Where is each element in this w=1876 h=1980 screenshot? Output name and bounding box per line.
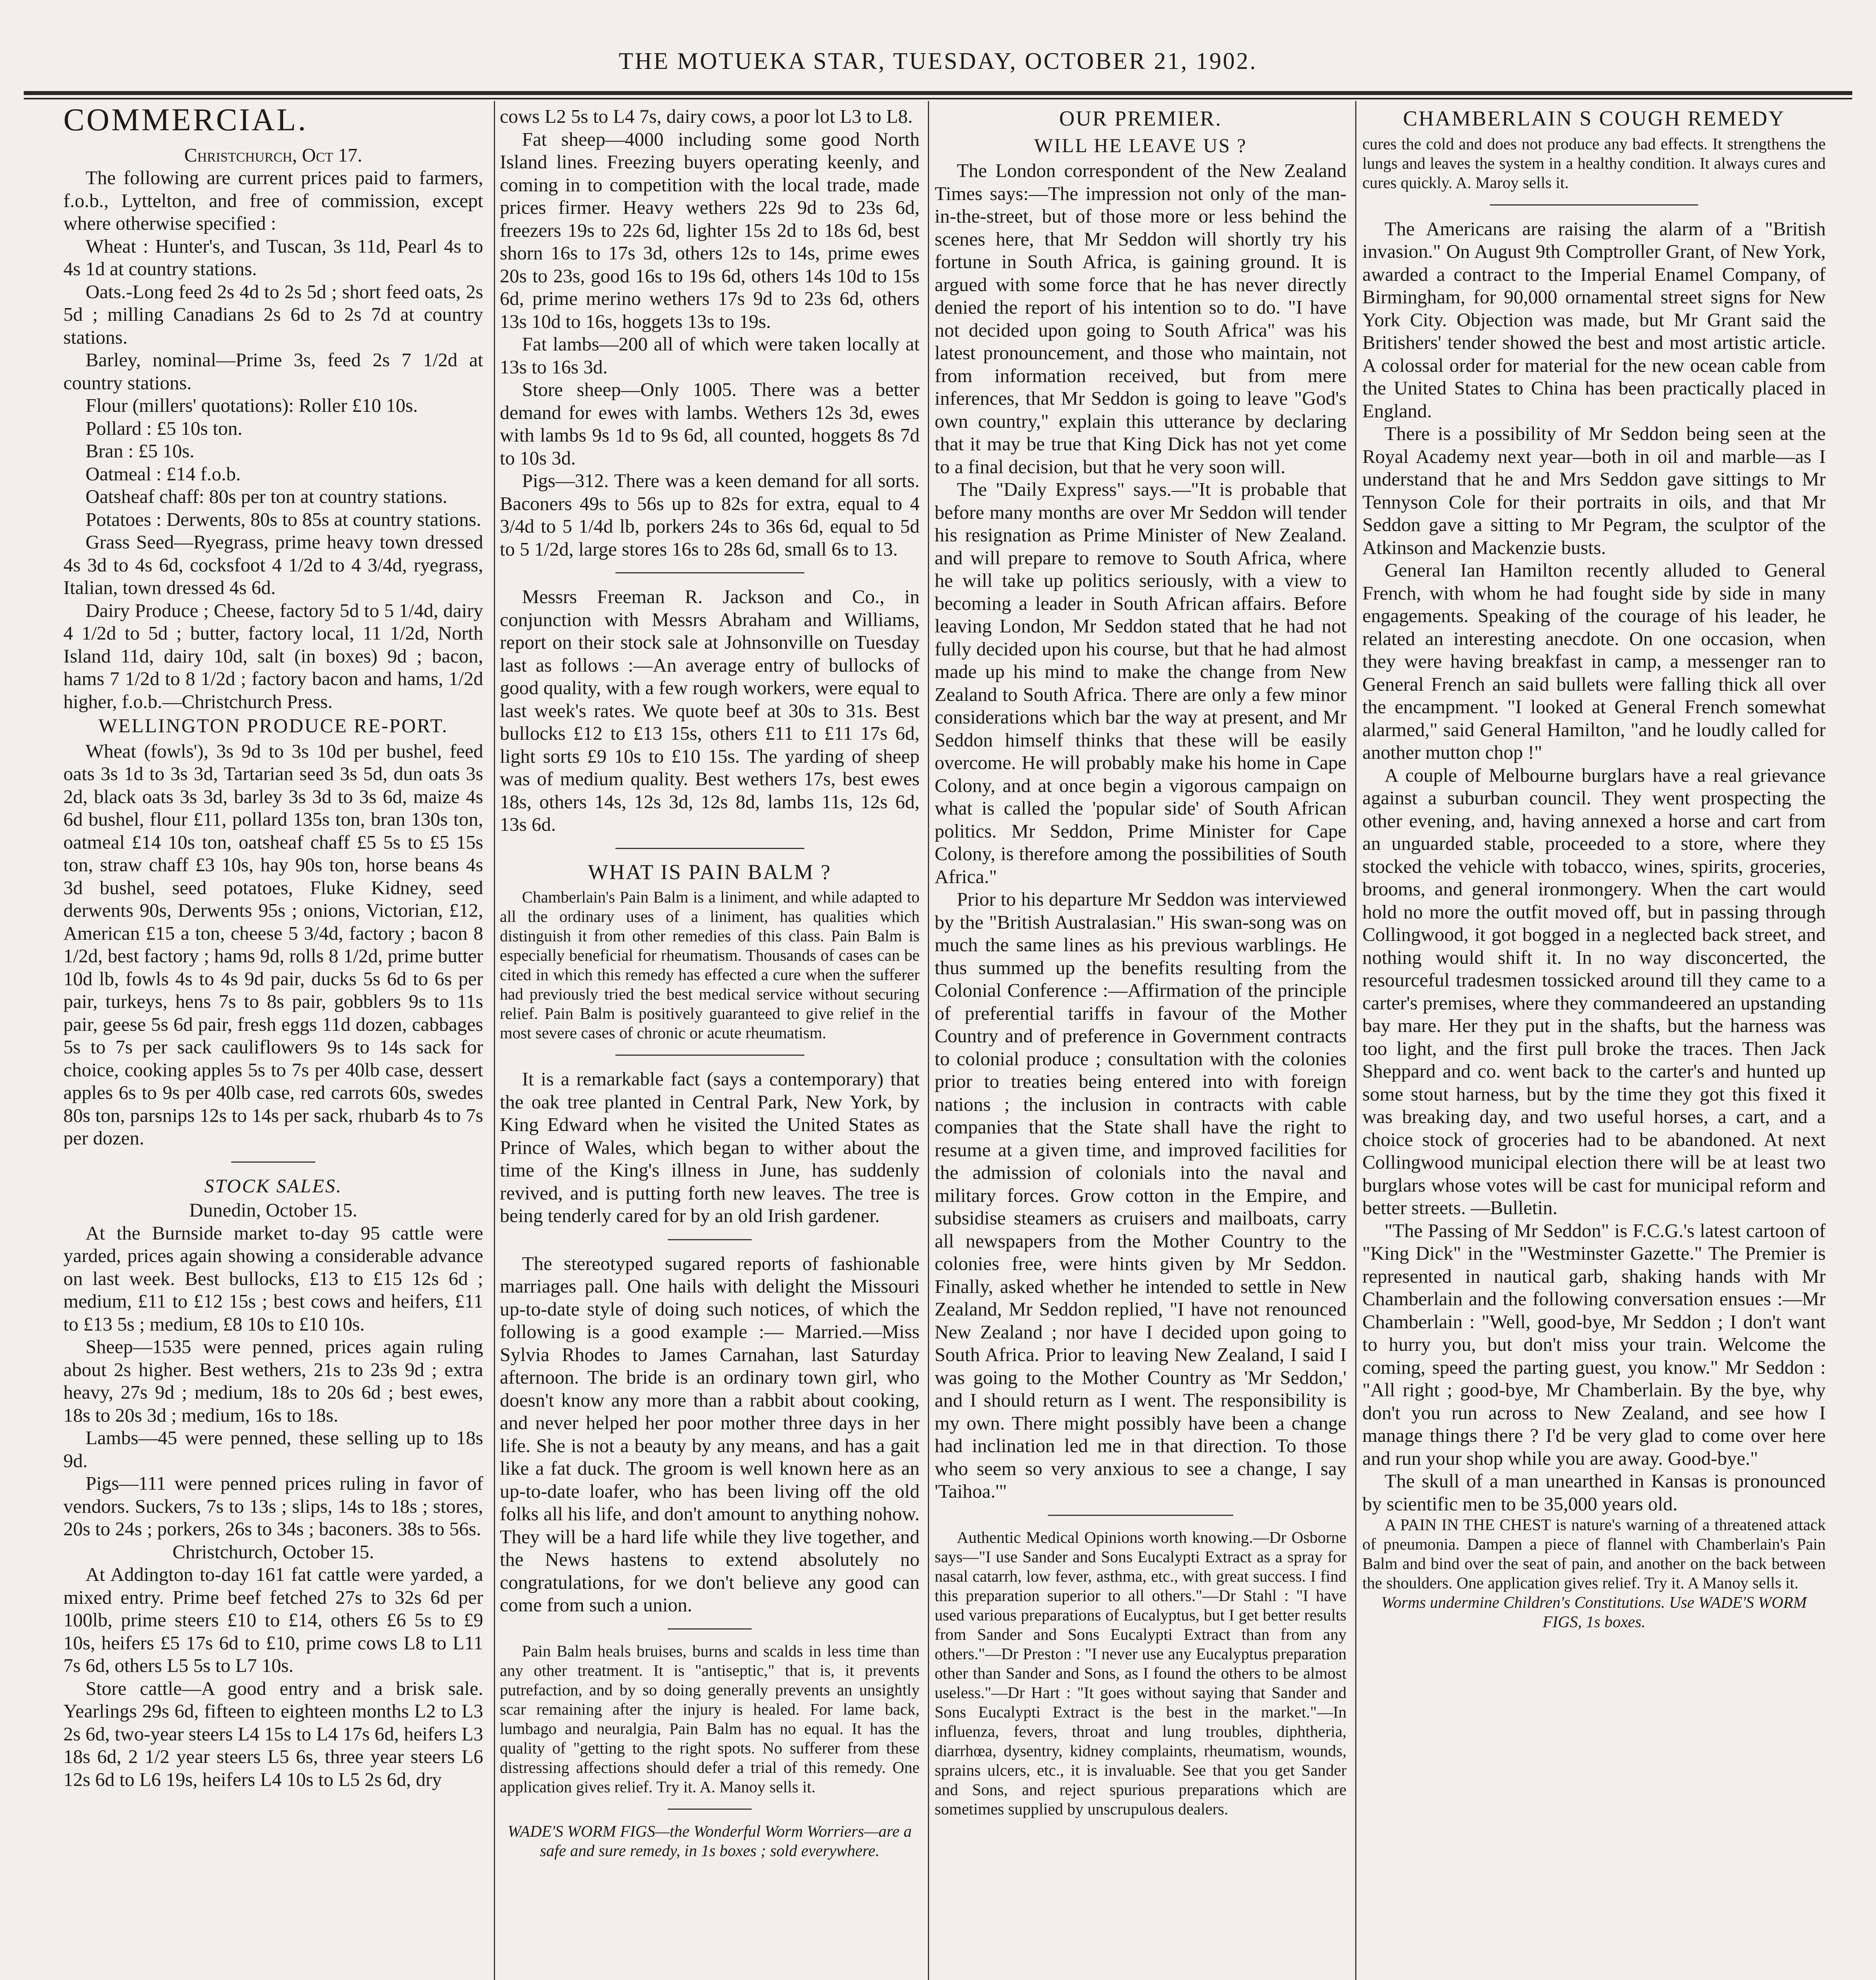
stock-sales-heading: STOCK SALES. [204, 1175, 343, 1197]
stock-paragraph: Fat lambs—200 all of which were taken locally at 13s to 16s 3d. [500, 333, 920, 378]
price-item: Pollard : £5 10s ton. [86, 417, 243, 439]
dunedin-dateline: Dunedin, October 15. [189, 1199, 358, 1221]
stock-paragraph: Pigs—312. There was a keen demand for all sorts. Baconers 49s to 56s up to 82s for extra, equal to 4 3/4d to 5 1/4d lb, porkers 24s to 36s 6d, equal to 5d to 5 1/2d, large stores 16s to 28s 6d, small 6s to 13. [500, 470, 920, 560]
premier-subhead: WILL HE LEAVE US ? [1034, 134, 1247, 156]
news-paragraph: General Ian Hamilton recently alluded to General French, with whom he had fought side by side in many engagements. Speaking of the courage of his leader, he related an interesting anecdote. On one occasion, when they were having breakfast in camp, a messenger ran to General French an said bullets were falling thick all over the encampment. "I looked at General French somewhat alarmed," said General Hamilton, "and he loudly called for another mutton chop !" [1362, 559, 1826, 763]
news-paragraph: The Americans are raising the alarm of a "British invasion." On August 9th Comptroller Grant, of New York, awarded a contract to the Imperial Enamel Company, of Birmingham, for 90,000 ornamental street signs for New York City. Objection was made, but Mr Grant said the Britishers' tender showed the best and most artistic article. A colossal order for material for the new ocean cable from the United States to China has been practically placed in England. [1362, 217, 1826, 422]
divider [615, 572, 804, 573]
stock-paragraph: cows L2 5s to L4 7s, dairy cows, a poor lot L3 to L8. [500, 105, 913, 127]
price-item: Grass Seed—Ryegrass, prime heavy town dressed 4s 3d to 4s 6d, cocksfoot 4 1/2d to 4 3/4d, ryegrass, Italian, town dressed 4s 6d. [63, 531, 483, 598]
divider [668, 1239, 752, 1240]
column-2 [500, 105, 920, 1980]
pain-balm-heading: WHAT IS PAIN BALM ? [588, 860, 832, 884]
divider [1048, 1515, 1233, 1516]
christchurch-dateline: Christchurch, October 15. [172, 1540, 374, 1563]
pain-balm-ad-2: Pain Balm heals bruises, burns and scalds in less time than any other treatment. It is "antiseptic," that is, it prevents putrefaction, and by so doing generally prevents an unsightly scar remaining after the injury is healed. For lame back, lumbago and neuralgia, Pain Balm has no equal. It has the quality of "getting to the right spots. No sufferer from these distressing affections should defer a trial of this remedy. One application gives relief. Try it. A. Manoy sells it. [500, 1641, 920, 1796]
divider [615, 848, 804, 849]
pain-balm-ad: Chamberlain's Pain Balm is a liniment, and while adapted to all the ordinary uses of a liniment, has qualities which distinguish it from other remedies of this class. Pain Balm is especially beneficial for rheumatism. Thousands of cases can be cited in which this remedy has effected a cure when the sufferer had previously tried the best medical service without securing relief. Pain Balm is positively guaranteed to give relief in the most severe cases of chronic or acute rheumatism. [500, 888, 920, 1042]
worm-figs-ad: Worms undermine Children's Constitutions. Use WADE'S WORM FIGS, 1s boxes. [1381, 1593, 1807, 1631]
stock-paragraph: Pigs—111 were penned prices ruling in favor of vendors. Suckers, 7s to 13s ; slips, 14s to 18s ; stores, 20s to 24s ; porkers, 26s to 34s ; baconers. 38s to 56s. [63, 1472, 483, 1540]
price-item: Potatoes : Derwents, 80s to 85s at country stations. [86, 508, 481, 530]
column-divider [494, 101, 495, 1980]
eucalypti-ad: Authentic Medical Opinions worth knowing.—Dr Osborne says—"I use Sander and Sons Eucalypti Extract as a spray for nasal catarrh, low fever, asthma, etc., with great success. I find this preparation superior to all others."—Dr Stahl : "I have used various preparations of Eucalyptus, but I get better results from Sander and Sons Eucalypti Extract than from any others."—Dr Preston : "I never use any Eucalyptus preparation other than Sander and Sons, as I found the others to be almost useless."—Dr Hart : "It goes without saying that Sander and Sons Eucalypti Extract is the best in the market."—In influenza, fevers, throat and lung troubles, diphtheria, diarrhœa, dysentry, kidney complaints, rheumatism, wounds, sprains ulcers, etc., it is invaluable. See that you get Sander and Sons, and reject spurious preparations which are sometimes supplied by unscrupulous dealers. [935, 1528, 1347, 1818]
oak-tree-article: It is a remarkable fact (says a contemporary) that the oak tree planted in Central Park, New York, by King Edward when he visited the United States as Prince of Wales, which began to wither about the time of the King's illness in June, has suddenly revived, and is putting forth new leaves. The tree is being tenderly cared for by an old Irish gardener. [500, 1068, 920, 1226]
news-paragraph: There is a possibility of Mr Seddon being seen at the Royal Academy next year—both in oil and marble—as I understand that he and Mrs Seddon gave sittings to Mr Tennyson Cole for their portraits in oils, and that Mr Seddon gave a sitting to Mr Pegram, the sculptor of the Atkinson and Mackenzie busts. [1362, 423, 1826, 558]
johnsonville-report: Messrs Freeman R. Jackson and Co., in conjunction with Messrs Abraham and Williams, report on their stock sale at Johnsonville on Tuesday last as follows :—An average entry of bullocks of good quality, with a few rough workers, were equal to last week's rates. We quote beef at 30s to 31s. Best bullocks £12 to £13 15s, others £11 to £11 17s 6d, light sorts £9 10s to £10 15s. The yarding of sheep was of medium quality. Best wethers 17s, best ewes 18s, others 14s, 12s 3d, 12s 8d, lambs 11s, 12s 6d, 13s 6d. [500, 586, 920, 835]
column-3 [935, 105, 1347, 1980]
stock-paragraph: At Addington to-day 161 fat cattle were yarded, a mixed entry. Prime beef fetched 27s to 32s 6d per 100lb, prime steers £10 to £14, others £6 5s to £9 10s, heifers £5 17s 6d to £10, prime cows L8 to L11 7s 6d, others L5 5s to L7 10s. [63, 1563, 483, 1676]
news-paragraph: A couple of Melbourne burglars have a real grievance against a suburban council. They went prospecting the other evening, and, having annexed a horse and cart from an unguarded stable, proceeded to a store, where they stocked the vehicle with tobacco, wines, spirits, groceries, brooms, and general ironmongery. When the cart would hold no more the outfit moved off, but in passing through Collingwood, it got bogged in a neglected back street, and nothing would shift it. In no way disconcerted, the resourceful tradesmen tossicked around till they came to a carter's premises, where they commandeered an upstanding bay mare. Her they put in the shafts, but the harness was too light, and the first pull broke the traces. Then Jack Sheppard and co. went back to the carter's and hunted up some stout harness, but by the time they got this fixed it was breaking day, and two useful horses, a cart, and a choice stock of groceries had to be abandoned. At next Collingwood municipal election there will be at least two burglars whose votes will be cast for municipal reform and better streets. —Bulletin. [1362, 764, 1826, 1218]
stock-paragraph: Sheep—1535 were penned, prices again ruling about 2s higher. Best wethers, 21s to 23s 9d ; extra heavy, 27s 9d ; medium, 18s to 20s 6d ; best ewes, 18s to 20s 3d ; medium, 16s to 18s. [63, 1336, 483, 1426]
premier-paragraph: Prior to his departure Mr Seddon was interviewed by the "British Australasian." His swan-song was on much the same lines as his previous warblings. He thus summed up the benefits resulting from the Colonial Conference :—Affirmation of the principle of preferential tariffs in favour of the Mother Country and of preference in Government contracts to colonial produce ; consultation with the colonies prior to treaties being entered into with foreign nations ; the inclusion in contracts with cable companies that the State shall have the right to resume at a given time, and improved facilities for the admission of colonials into the naval and military forces. Grow cotton in the Empire, and subsidise steamers as cruisers and mailboats, carry all newspapers from the Mother Country to the colonies free, were hints given by Mr Seddon. Finally, asked whether he intended to settle in New Zealand, Mr Seddon replied, "I have not renounced New Zealand ; nor have I decided upon going to South Africa. Prior to leaving New Zealand, I said I was going to the Mother Country as 'Mr Seddon,' and I should return as I went. The responsibility is my own. There might possibly have been a change had inclination led me in that direction. To those who seem so very anxious to see a change, I say 'Taihoa.'" [935, 888, 1347, 1502]
price-item: Wheat : Hunter's, and Tuscan, 3s 11d, Pearl 4s to 4s 1d at country stations. [63, 235, 483, 280]
intro-text: The following are current prices paid to farmers, f.o.b., Lyttelton, and free of commission, except where otherwise specified : [63, 167, 483, 234]
price-item: Dairy Produce ; Cheese, factory 5d to 5 1/4d, dairy 4 1/2d to 5d ; butter, factory local, 11 1/2d, North Island 11d, dairy 10d, salt (in boxes) 9d ; bacon, hams 7 1/2d to 8 1/2d ; factory bacon and hams, 1/2d higher, f.o.b.—Christchurch Press. [63, 599, 483, 712]
wellington-body: Wheat (fowls'), 3s 9d to 3s 10d per bushel, feed oats 3s 1d to 3s 3d, Tartarian seed 3s 5d, dun oats 3s 2d, black oats 3s 3d, barley 3s 3d to 3s 6d, maize 4s 6d bushel, flour £11, pollard 135s ton, bran 130s ton, oatmeal £14 10s ton, oatsheaf chaff £5 5s to £5 15s ton, straw chaff £3 10s, hay 90s ton, horse beans 4s 3d bushel, seed potatoes, Fluke Kidney, seed derwents 90s, Derwents 95s ; onions, Victorian, £12, American £15 a ton, cheese 5 3/4d, factory ; bacon 8 1/2d, best factory ; hams 9d, rolls 8 1/2d, prime butter 10d lb, fowls 4s to 4s 9d pair, ducks 5s 6d to 6s per pair, turkeys, hens 7s to 8s pair, gobblers 9s to 11s pair, geese 5s 6d pair, fresh eggs 11d dozen, cabbages 5s to 7s per sack cauliflowers 9s to 14s sack for choice, cooking apples 5s to 7s per 40lb case, dessert apples 6s to 9s per 40lb case, red carrots 60s, swedes 80s ton, parsnips 12s to 14s per sack, rhubarb 4s to 7s per dozen. [63, 740, 483, 1149]
column-divider [928, 101, 929, 1980]
news-paragraph: The skull of a man unearthed in Kansas is pronounced by scientific men to be 35,000 years old. [1362, 1470, 1826, 1515]
dateline: Christchurch, Oct 17. [184, 144, 362, 166]
divider [668, 1809, 752, 1810]
chest-pain-ad: A PAIN IN THE CHEST is nature's warning of a threatened attack of pneumonia. Dampen a piece of flannel with Chamberlain's Pain Balm and bind over the seat of pain, and another on the back between the shoulders. One application gives relief. Try it. A Manoy sells it. [1362, 1515, 1826, 1592]
stock-paragraph: Store sheep—Only 1005. There was a better demand for ewes with lambs. Wethers 12s 3d, ewes with lambs 9s 1d to 9s 6d, all counted, hoggets 8s 7d to 10s 3d. [500, 379, 920, 469]
price-item: Oatmeal : £14 f.o.b. [86, 463, 241, 485]
divider [231, 1161, 315, 1163]
price-item: Flour (millers' quotations): Roller £10 10s. [86, 394, 418, 416]
premier-paragraph: The "Daily Express" says.—"It is probable that before many months are over Mr Seddon will tender his resignation as Prime Minister of New Zealand. and will prepare to remove to South Africa, where he will take up politics seriously, with a view to becoming a leader in South African affairs. Before leaving London, Mr Seddon stated that he had not fully decided upon his course, but that he had almost made up his mind to make the change from New Zealand to South Africa. There are only a few minor considerations which bar the way at present, and Mr Seddon himself thinks that these will be easily overcome. He will probably make his home in Cape Colony, and at once begin a vigorous campaign on what is called the 'popular side' of South African politics. Mr Seddon, Prime Minister for Cape Colony, is therefore among the possibilities of South Africa." [935, 478, 1347, 887]
cough-remedy-heading: CHAMBERLAIN S COUGH REMEDY [1403, 107, 1785, 130]
wellington-heading: WELLINGTON PRODUCE RE-PORT. [98, 714, 448, 737]
premier-heading: OUR PREMIER. [1059, 107, 1222, 130]
price-item: Bran : £5 10s. [86, 440, 194, 462]
commercial-heading: COMMERCIAL. [63, 105, 308, 137]
marriage-article: The stereotyped sugared reports of fashionable marriages pall. One hails with delight the Missouri up-to-date style of doing such notices, of which the following is a good example :— Married.—Miss Sylvia Rhodes to James Carnahan, last Saturday afternoon. The bride is an ordinary town girl, who doesn't know any more than a rabbit about cooking, and never helped her poor mother three days in her life. She is not a beauty by any means, and has a gait like a fat duck. The groom is well known here as an up-to-date loafer, who has been living off the old folks all his life, and don't amount to anything nohow. They will be a hard life while they live together, and the News hastens to extend absolutely no congratulations, for we don't believe any good can come from such a union. [500, 1252, 920, 1616]
column-divider [1355, 101, 1356, 1980]
masthead-rule-thin [24, 98, 1852, 99]
stock-paragraph: Store cattle—A good entry and a brisk sale. Yearlings 29s 6d, fifteen to eighteen months L2 to L3 2s 6d, two-year steers L4 15s to L4 17s 6d, heifers L3 18s 6d, 2 1/2 year steers L5 6s, three year steers L6 12s 6d to L6 19s, heifers L4 10s to L5 2s 6d, dry [63, 1677, 483, 1790]
masthead: THE MOTUEKA STAR, TUESDAY, OCTOBER 21, 1902. [619, 48, 1257, 74]
price-item: Oatsheaf chaff: 80s per ton at country stations. [86, 485, 448, 507]
divider [668, 1628, 752, 1630]
price-item: Oats.-Long feed 2s 4d to 2s 5d ; short feed oats, 2s 5d ; milling Canadians 2s 6d to 2s 7d at country stations. [63, 280, 483, 348]
divider [615, 1055, 804, 1056]
price-item: Barley, nominal—Prime 3s, feed 2s 7 1/2d at country stations. [63, 349, 483, 394]
worm-figs-ad: WADE'S WORM FIGS—the Wonderful Worm Worriers—are a safe and sure remedy, in 1s boxes ; sold everywhere. [507, 1822, 912, 1860]
stock-paragraph: Lambs—45 were penned, these selling up to 18s 9d. [63, 1427, 483, 1472]
column-4 [1362, 105, 1826, 1980]
masthead-rule [24, 91, 1852, 95]
news-paragraph: "The Passing of Mr Seddon" is F.C.G.'s latest cartoon of "King Dick" in the "Westminster Gazette." The Premier is represented in nautical garb, shaking hands with Mr Chamberlain and the following conversation ensues :—Mr Chamberlain : "Well, good-bye, Mr Seddon ; I don't want to hurry you, but don't miss your train. Welcome the coming, speed the parting guest, you know." Mr Seddon : "All right ; good-bye, Mr Chamberlain. By the bye, why don't you run across to New Zealand, and see how I manage things there ? I'd be very glad to come over here and run your shop while you are away. Good-bye." [1362, 1219, 1826, 1469]
stock-paragraph: At the Burnside market to-day 95 cattle were yarded, prices again showing a considerable advance on last week. Best bullocks, £13 to £15 12s 6d ; medium, £11 to £12 15s ; best cows and heifers, £11 to £13 5s ; medium, £8 10s to £10 10s. [63, 1222, 483, 1335]
column-1 [63, 105, 483, 1980]
premier-paragraph: The London correspondent of the New Zealand Times says:—The impression not only of the man-in-the-street, but of those more or less behind the scenes here, that Mr Seddon will shortly try his fortune in South Africa, is gaining ground. It is argued with some force that he has never directly denied the report of his intention so to do. "I have not decided upon going to South Africa" was his latest pronouncement, and those who maintain, not from information received, but from mere inferences, that Mr Seddon is going to leave "God's own country," explain this utterance by declaring that it may be true that King Dick has not yet come to a final decision, but that he very soon will. [935, 160, 1347, 478]
cough-remedy-ad: cures the cold and does not produce any bad effects. It strengthens the lungs and leaves the system in a healthy condition. It always cures and cures quickly. A. Maroy sells it. [1362, 134, 1826, 192]
divider [1490, 204, 1699, 206]
stock-paragraph: Fat sheep—4000 including some good North Island lines. Freezing buyers operating keenly, and coming in to competition with the local trade, made prices firmer. Heavy wethers 22s 9d to 23s 6d, freezers 19s to 22s 6d, lighter 15s 2d to 18s 6d, best shorn 16s to 17s 3d, others 12s to 14s, prime ewes 20s to 23s, good 16s to 19s 6d, others 14s 10d to 15s 6d, prime merino wethers 17s 9d to 23s 6d, others 13s 10d to 16s, hoggets 13s to 19s. [500, 128, 920, 332]
